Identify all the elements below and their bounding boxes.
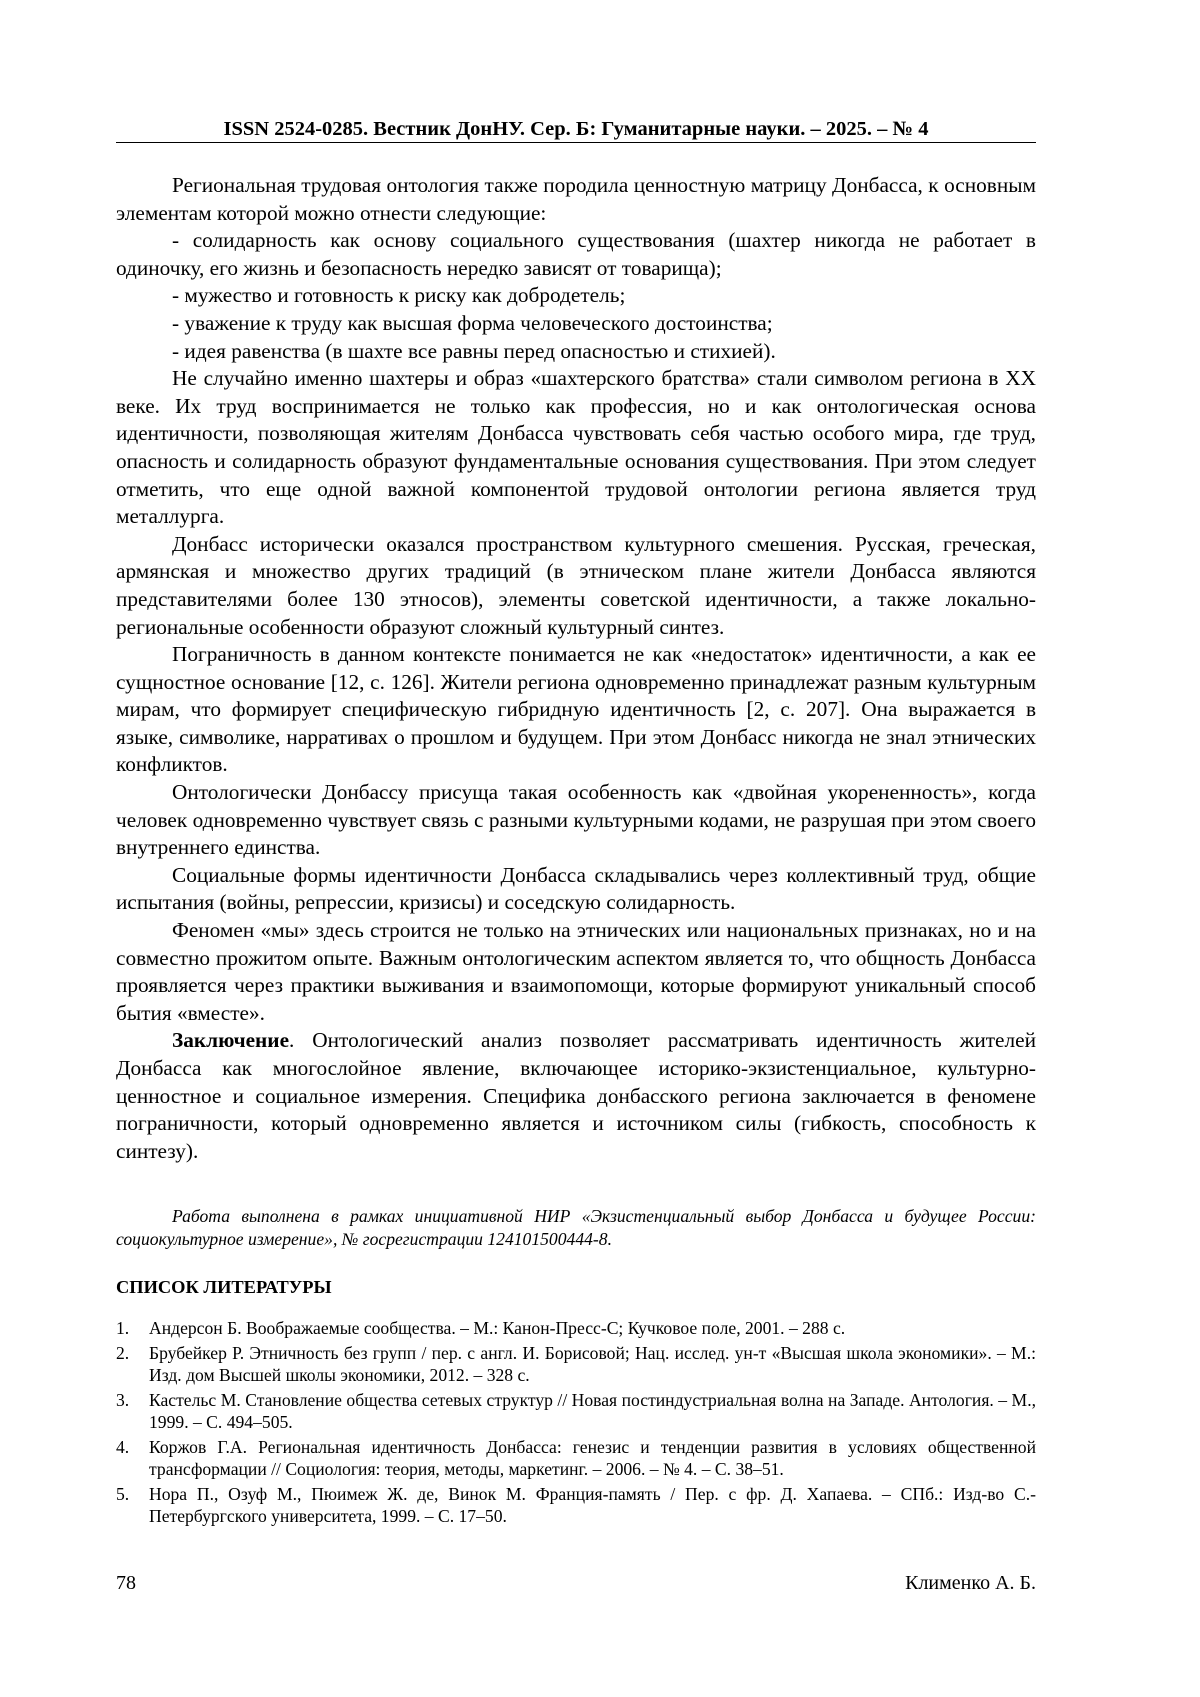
running-header: ISSN 2524-0285. Вестник ДонНУ. Сер. Б: Гуманитарные науки. – 2025. – № 4 <box>223 118 929 140</box>
page-number: 78 <box>116 1572 136 1594</box>
references-title: СПИСОК ЛИТЕРАТУРЫ <box>116 1277 332 1297</box>
reference-item <box>116 1436 1036 1480</box>
conclusion-text: . Онтологический анализ позволяет рассматривать идентичность жителей Донбасса как многослойное явление, включающее историко-экзистенциальное, культурно-ценностное и социальное измерения. Специфика донбасского региона заключается в феномене пограничности, который одновременно является и источником силы (гибкость, способность к синтезу). <box>116 1028 1036 1163</box>
conclusion-label: Заключение <box>172 1028 290 1053</box>
list-item-respect-for-labor: - уважение к труду как высшая форма человеческого достоинства; <box>172 310 773 335</box>
reference-number: 3. <box>116 1390 130 1410</box>
reference-item <box>116 1389 1036 1433</box>
paragraph-values-intro: Региональная трудовая онтология также породила ценностную матрицу Донбасса, к основным элементам которой можно отнести следующие: <box>116 173 1036 225</box>
header-rule <box>116 142 1036 143</box>
paragraph-borderland: Пограничность в данном контексте понимается не как «недостаток» идентичности, а как ее сущностное основание [12, с. 126]. Жители региона одновременно принадлежат разным культурным мирам, что формирует специфическую гибридную идентичность [2, с. 207]. Она выражается в языке, символике, нарративах о прошлом и будущем. При этом Донбасс никогда не знал этнических конфликтов. <box>116 642 1036 777</box>
reference-number: 5. <box>116 1484 130 1504</box>
paragraph-double-rootedness: Онтологически Донбассу присуща такая особенность как «двойная укорененность», когда человек одновременно чувствует связь с разными культурными кодами, не разрушая при этом своего внутреннего единства. <box>116 780 1036 860</box>
reference-item <box>116 1342 1036 1386</box>
reference-number: 2. <box>116 1343 130 1363</box>
references-list <box>116 1317 1036 1530</box>
list-item-courage: - мужество и готовность к риску как добродетель; <box>172 283 626 308</box>
paragraph-cultural-mixing: Донбасс исторически оказался пространством культурного смешения. Русская, греческая, армянская и множество других традиций (в этническом плане жители Донбасса являются представителями более 130 этносов), элементы советской идентичности, а также локально-региональные особенности образуют сложный культурный синтез. <box>116 531 1036 639</box>
reference-text: Брубейкер Р. Этничность без групп / пер. с англ. И. Борисовой; Нац. исслед. ун-т «Высшая школа экономики». – М.: Изд. дом Высшей школы экономики, 2012. – 328 с. <box>149 1343 1036 1385</box>
reference-number: 4. <box>116 1437 130 1457</box>
reference-text: Андерсон Б. Воображаемые сообщества. – М.: Канон-Пресс-С; Кучковое поле, 2001. – 288 с. <box>149 1318 846 1338</box>
list-item-equality: - идея равенства (в шахте все равны перед опасностью и стихией). <box>172 338 776 363</box>
reference-text: Кастельс М. Становление общества сетевых структур // Новая постиндустриальная волна на Западе. Антология. – М., 1999. – С. 494–505. <box>149 1390 1036 1432</box>
reference-item <box>116 1317 1036 1339</box>
footer-author: Клименко А. Б. <box>905 1572 1036 1594</box>
acknowledgement-note: Работа выполнена в рамках инициативной НИР «Экзистенциальный выбор Донбасса и будущее России: социокультурное измерение», № госрегистрации 124101500444-8. <box>116 1206 1036 1249</box>
reference-item <box>116 1483 1036 1527</box>
paragraph-conclusion <box>116 1027 1036 1165</box>
paragraph-social-forms: Социальные формы идентичности Донбасса складывались через коллективный труд, общие испытания (войны, репрессии, кризисы) и соседскую солидарность. <box>116 862 1036 915</box>
reference-text: Коржов Г.А. Региональная идентичность Донбасса: генезис и тенденции развития в условиях общественной трансформации // Социология: теория, методы, маркетинг. – 2006. – № 4. – С. 38–51. <box>149 1437 1036 1479</box>
list-item-solidarity: - солидарность как основу социального существования (шахтер никогда не работает в одиночку, его жизнь и безопасность нередко зависят от товарища); <box>116 228 1036 280</box>
paragraph-we-phenomenon: Феномен «мы» здесь строится не только на этнических или национальных признаках, но и на совместно прожитом опыте. Важным онтологическим аспектом является то, что общность Донбасса проявляется через практики выживания и взаимопомощи, которые формируют уникальный способ бытия «вместе». <box>116 918 1036 1025</box>
reference-number: 1. <box>116 1318 130 1338</box>
paragraph-miners: Не случайно именно шахтеры и образ «шахтерского братства» стали символом региона в XX веке. Их труд воспринимается не только как профессия, но и как онтологическая основа идентичности, позволяющая жителям Донбасса чувствовать себя частью особого мира, где труд, опасность и солидарность образуют фундаментальные основания существования. При этом следует отметить, что еще одной важной компонентой трудовой онтологии региона является труд металлурга. <box>116 366 1036 529</box>
main-text <box>116 172 1036 1165</box>
reference-text: Нора П., Озуф М., Пюимеж Ж. де, Винок М. Франция-память / Пер. с фр. Д. Хапаева. – СПб.: Изд-во С.-Петербургского университета, 1999. – С. 17–50. <box>149 1484 1036 1526</box>
